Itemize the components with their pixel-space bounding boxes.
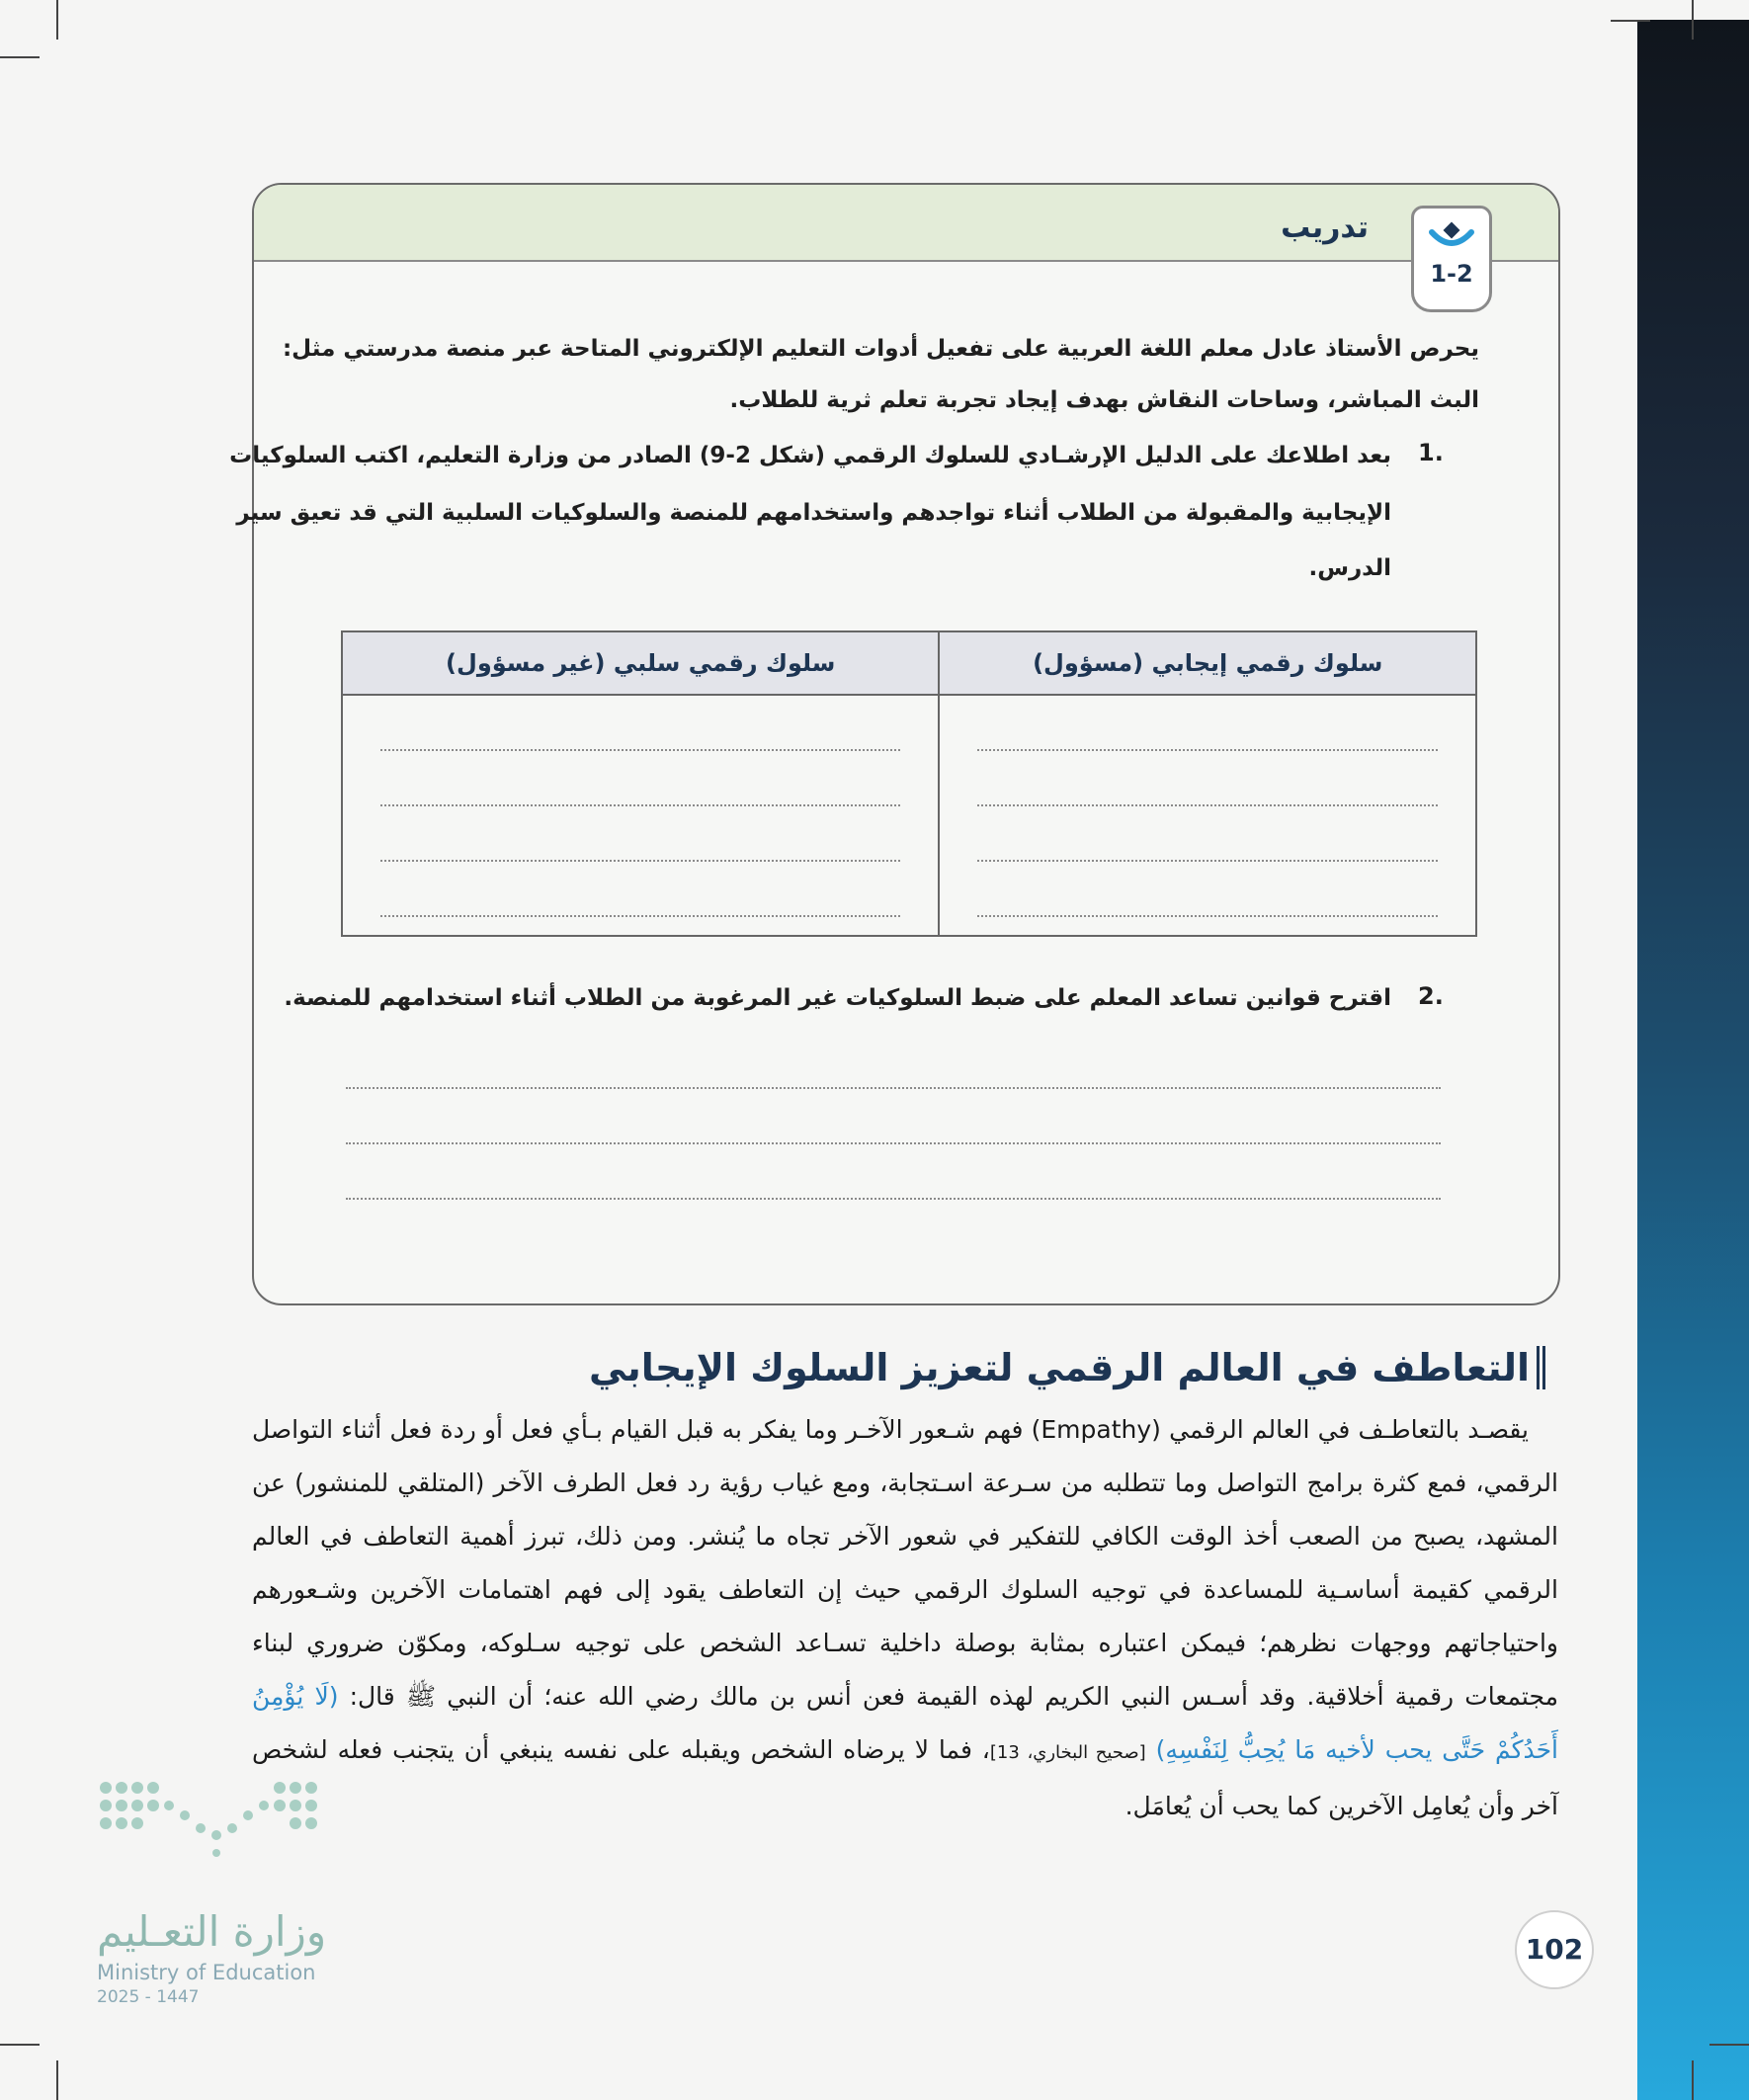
ministry-name-arabic: وزارة التعـليم — [97, 1907, 327, 1956]
answer-line[interactable] — [346, 1087, 1441, 1089]
training-title: تدريب — [1281, 210, 1369, 245]
training-intro-line2: البث المباشر، وساحات النقاش بهدف إيجاد تجربة تعلم ثرية للطلاب. — [729, 387, 1479, 413]
body-text-part1: يقصـد بالتعاطـف في العالم الرقمي (Empathy) فهم شـعور الآخـر وما يفكر به قبل القيام بـأي فعل أو ردة فعل أثناء التواصل الرقمي، فمع كثرة برامج التواصل وما تتطلبه من سـرعة اسـتجابة، ومع غياب رؤية رد فعل الطرف الآخر (المتلقي للمنشور) عن المشهد، يصبح من الصعب أخذ الوقت الكافي للتفكير في شعور الآخر تجاه ما يُنشر. ومن ذلك، تبرز أهمية التعاطف في العالم الرقمي كقيمة أساسـية للمساعدة في توجيه السلوك الرقمي حيث إن التعاطف يقود إلى فهم اهتمامات الآخرين وشـعورهم واحتياجاتهم ووجهات نظرهم؛ فيمكن اعتباره بمثابة بوصلة داخلية تسـاعد الشخص على توجيه سـلوكه، ومكوّن ضروري لبناء مجتمعات رقمية أخلاقية. وقد أسـس النبي الكريم لهذه القيمة فعن أنس بن مالك رضي الله عنه؛ أن النبي ﷺ قال: — [252, 1415, 1558, 1711]
crop-mark — [1692, 2060, 1694, 2100]
crop-mark — [56, 0, 58, 40]
ministry-name-english: Ministry of Education — [97, 1961, 316, 1984]
training-intro-line1: يحرص الأستاذ عادل معلم اللغة العربية على تفعيل أدوات التعليم الإلكتروني المتاحة عبر منصة مدرستي مثل: — [282, 336, 1479, 362]
crop-mark — [1709, 2044, 1749, 2046]
training-badge — [1411, 206, 1492, 312]
crop-mark — [1692, 0, 1694, 40]
page-number: 102 — [1515, 1910, 1594, 1989]
answer-line[interactable] — [346, 1142, 1441, 1144]
section-title: التعاطف في العالم الرقمي لتعزيز السلوك الإيجابي — [589, 1346, 1530, 1389]
section-title-marker — [1537, 1346, 1546, 1389]
ministry-year: 2025 - 1447 — [97, 1987, 200, 2007]
question-1-line2: الإيجابية والمقبولة من الطلاب أثناء تواجدهم واستخدامهم للمنصة والسلوكيات السلبية التي قد تعيق سير — [236, 500, 1391, 526]
positive-behavior-header: سلوك رقمي إيجابي (مسؤول) — [939, 631, 1476, 695]
question-1-line3: الدرس. — [1308, 555, 1391, 581]
answer-line[interactable] — [346, 1198, 1441, 1200]
question-1-line1: بعد اطلاعك على الدليل الإرشـادي للسلوك الرقمي (شكل 2-9) الصادر من وزارة التعليم، اكتب السلوكيات — [229, 443, 1391, 468]
positive-behavior-answer-area[interactable] — [939, 695, 1476, 936]
hadith-citation: [صحيح البخاري، 13] — [989, 1742, 1146, 1763]
section-body — [252, 1403, 1558, 1833]
hadith-quote: (لَا يُؤْمِنُ أَحَدُكُمْ حَتَّى يحب لأخيه مَا يُحِبُّ لِنَفْسِهِ) — [252, 1682, 1559, 1764]
body-text-part2: ، فما لا يرضاه الشخص ويقبله على نفسه ينبغي أن يتجنب فعله لشخص آخر وأن يُعامِل الآخرين كما يحب أن يُعامَل. — [252, 1735, 1558, 1820]
question-2-number: 2. — [1418, 982, 1444, 1010]
question-1-number: 1. — [1418, 439, 1444, 466]
question-2-text: اقترح قوانين تساعد المعلم على ضبط السلوكيات غير المرغوبة من الطلاب أثناء استخدامهم للمنصة. — [284, 985, 1391, 1011]
negative-behavior-header: سلوك رقمي سلبي (غير مسؤول) — [342, 631, 939, 695]
crop-mark — [0, 2044, 40, 2046]
crop-mark — [1611, 20, 1650, 22]
behavior-table — [341, 630, 1477, 937]
training-icon — [1428, 220, 1475, 254]
side-color-band — [1637, 20, 1749, 2100]
crop-mark — [56, 2060, 58, 2100]
training-header — [254, 185, 1558, 262]
training-number: 1-2 — [1430, 260, 1473, 288]
negative-behavior-answer-area[interactable] — [342, 695, 939, 936]
crop-mark — [0, 56, 40, 58]
